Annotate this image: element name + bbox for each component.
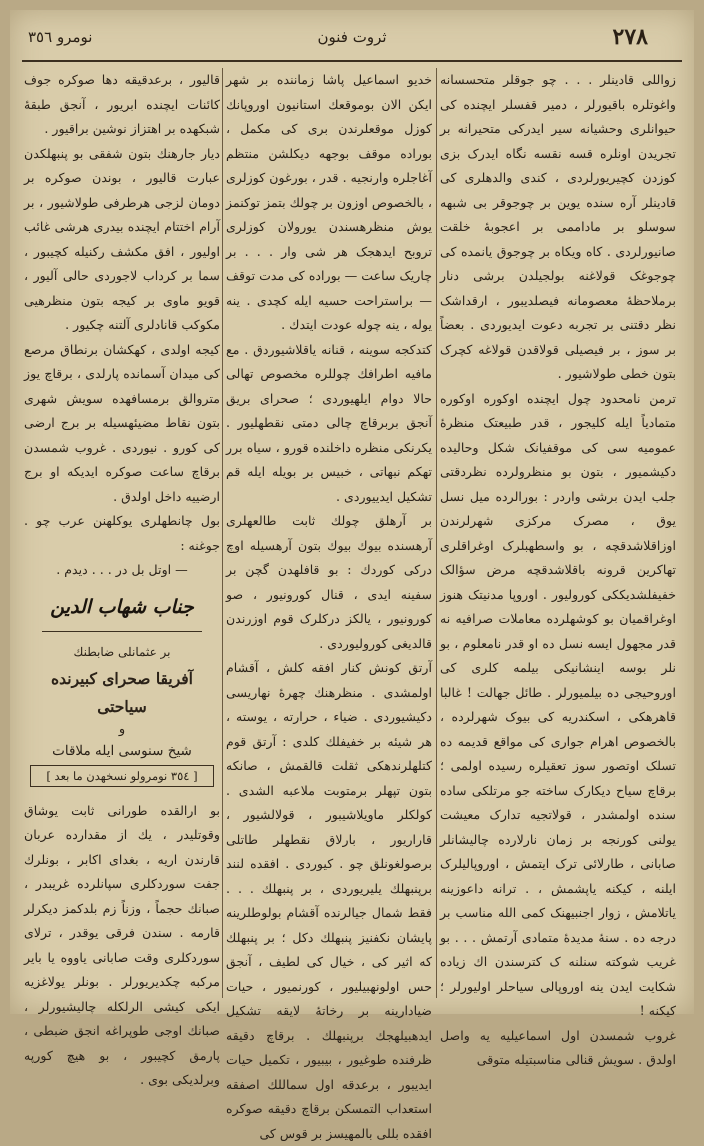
paragraph: بول چانطهلری یوکلهنن عرب چو . جوغنه : xyxy=(24,513,220,553)
column-middle xyxy=(226,68,432,1141)
issue-number: نومرو ٣٥٦ xyxy=(28,28,93,46)
article-conjunction: و xyxy=(118,721,126,737)
article-note: [ ٣٥٤ نومرولو نسخهدن ما بعد ] xyxy=(30,765,214,787)
page-number: ٢٧٨ xyxy=(612,24,648,50)
paragraph: زواللی قادینلر . . . چو جوقلر متحسسانه واغوتلره باقیورلر ، دمیر قفسلر ایچنده کی حیوانلری وحشیانه سیر ایدرکی متحیرانه بر تجریدن اونلره قسه نقسه نگاه ایدرک بزی کوزدن کچیریورلردی ، کندی والدهلری کی قادینلر آره سنده یوین بر چوجوقر بی شبهه سوسلو بر ماداممی بر اعجوبهٔ خلقت صانیورلردی . کاه ویکاه بر چوجوق یانمده کی چوجوغک قولاغنه بولجیلدن برشی دنار برملاحظهٔ معصومانه فیصلدیبور ، ارقداشک نظر دقتنی بر تجربه دعوت ایدیوردی . بعضاً بر سوز ، بر فیصیلی قولاقدن قولاغه کچرک بتون خطی طولاشیور . xyxy=(440,72,676,381)
paragraph: دیار جارهنك بتون شفقی بو پنبهلکدن عبارت قالیور ، بوندن صوکره بر دومان لزجی هرطرفی طولاشیور ، بر آرام اختتام ایچنده بیدری هرشی غائب اولیور ، افق مکشف رکنیله کچیبور ، سما بر کرداب لاجوردی حالی آلیور ، قویو ماوی بر کیجه بتون منظرهیی مکوکب قانادلری آلتنه چکیور . xyxy=(24,145,220,332)
paragraph: ترمن نامحدود چول ایچنده اوکوره اوکوره متمادیاً ایله کلیجور ، قدر طبیعتک منظرهٔ عمومیه سی کی موقفیانک شکل وحالیده دکیشمیور ، بتون بو منظرولرده نظردقتی جلب ایدن برشی واردر : بورالرده میل نسل یوق ، مصرک مرکزی شهرلرندن اوزاقلاشدقچه ، بو واسطهبلرک اوغراقلری تهاکرین قرونه باقلاشدقچه مرض سؤالک خفیفلشدیککی کورولیور . اوروپا مدنیتک هنوز اوغراقمیان بو کوشهلرده معاملات صرافیه نه قدر مجهول ایسه نسل ده او قدر نامعلوم ، بو نلر بوسه اینشانیکی بیلمه کلری کی اوروحیجی ده بیلمیورلر . طائل جهالت ! غالبا قاهرهکی ، اسکندریه کی بیوک شهرلرده ، بالخصوص اهرام جواری کی مواقع قدیمه ده تسلک اوتصور سوز تعقیلره رسیده اولمی ؛ برقاچ سیاح دیکارک ساخته جو مرتلکی ساده سنده اولمشدر ، قولاتجیه تدارک معیشت یولنی کورنجه بر زمان نارلارده چالیشانلر صابانی ، طارلائی ترک ایتمش ، اوروپالیلرک ایلنه ، کیکنه یاپشمش ، . ترانه داعوزینه یاتلامش ، زوار اجنبیهنک کمی الله مناسب بر درجه ده . سنهٔ مدیدهٔ متمادی آرتمش . . . بو غریب شوکته سنلنه ک کترسندن اك زیاده شکایت ایدن ینه اوروپالی سیاحلر اولیورلر ؛ کیکنه ! xyxy=(440,390,676,1018)
magazine-title: ثروت فنون xyxy=(317,28,387,46)
paragraph: بر آرهلق چولك ثابت طالعهلری آرهسنده بیوك بیوك بتون آرهسیله اوچ درکی کوردك : بو قافلهدن گچن بر سفینه ایدی ، قنال کورونیور ، صو کورونیور ، یالکز درکلرک قوم اوزرندن قالدیغی کورولیوردی . xyxy=(226,513,432,651)
column-left xyxy=(24,68,220,1087)
article-byline: بر عثمانلی ضابطنك xyxy=(73,645,171,659)
column-right xyxy=(440,68,676,1067)
page-header xyxy=(10,10,694,56)
author-signature: جناب شهاب الدین xyxy=(50,595,194,618)
paragraph: قالیور ، برعدقیقه دها صوکره جوف کائنات ایچنده ابریور ، آنجق طبقهٔ شبکهده بر اهتزاز نوشین براقیور . xyxy=(24,72,220,136)
paragraph: غروب شمسدن اول اسماعیلیه یه واصل اولدق . سویش قنالی مناسبتیله متوقی xyxy=(440,1027,676,1067)
verse-line: — اوتل بل در . . . دیدم . xyxy=(56,562,188,577)
paragraph: بو ارالقده طورانی ثابت یوشاق وقوتلیدر ، یك از مقدارده عربان قارندن اریه ، بغدای اکابر ، بونلرك جفت سوردکلری سپانلرده غریبدر ، صبانك حجماً ، وزناً زم بلدکمز دیکرلر قارمه . سندن فرقی یوقدر ، ترلای سوردکلری وقت صابانی یاووه یا بایر مرکبه چکدیریورلر . بونلر یولاغزیه ایکی کیشی الرلکله چالیشیورلر ، صبانك اوجی طوپراغه انجق ضبطی ، پارمق کچیبور ، بو هیچ کورپه وبرلدیکی بوی . xyxy=(24,802,220,1087)
paragraph: کیجه اولدی ، کهکشان برنطاق مرصع کی میدان آسمانده پارلدی ، برقاچ یوز متروالق برمسافهده سویش شهری بتون نقاط مضیئهسیله بر برج ارضی کی کورو . نیوردی . غروب شمسدن برقاچ ساعت صوکره ایدیکه او برج ارضییه داخل اولدق . xyxy=(24,341,220,504)
section-divider xyxy=(42,631,202,632)
column-divider-right xyxy=(436,68,437,998)
paragraph: خدیو اسماعیل پاشا زماننده بر شهر ایکن الان بوموقعك استانیون اوروپانك کوزل موقعلرندن بری کی مکمل ، بوراده موقف بوجهه دیکلشن منتظم آغاجلره وارنجیه . قدر ، بورغون کوزلری ، بالخصوص اوزون بر چولك بتمز توکنمز یوش منظرهسندن یورولان کوزلری تروبح ایدهجک هر شی وار . . . بر چاریک ساعت — بوراده کی مدت توقف — براستراحت حسیه ایله کچدی . ینه یوله ، ینه چوله عودت ایتدك . xyxy=(226,72,432,332)
article-subtitle: شیخ سنوسی ایله ملاقات xyxy=(52,742,192,759)
article-title: آفریقا صحرای کبیرنده سیاحتی xyxy=(51,668,193,716)
paragraph: کتدکجه سوینه ، قنانه یاقلاشیوردق . مع مافیه اطرافك چوللره مخصوص تهالی حالا دوام ایلهیوردی ؛ صحرای بریق آنجق بربرقاچ چالی دمتی نقطهلیور . یکرنکی منظره داخلنده قورو ، سیاه برر تهکم نبهاتی ، خبیس بر بویله ایله قم تشکیل ایدییوردی . xyxy=(226,341,432,504)
paragraph: آرتق کونش کنار افقه کلش ، آقشام اولمشدی . منظرهنك چهرهٔ نهاریسی دکیشیوردی . ضیاء ، حرارته ، یوسته ، هر شیئه بر خفیفلك کلدی : آرتق قوم کتلهلرندهکی ثقلت قالقمش ، صانکه بتون تپهلر برمتوبت ملاعبه الشدی . کولکلر ماویلاشیبور ، قولالشیور ، قاراریور ، بارلاق نقطهلر طاتلی برصولغونلق چو . کیوردی . افقده لنند برپنبهلك یلیریوردی ، بر پنبهلك . . . فقط شمال جیالرنده آقشام بولوطلرینه پایشان نکفنیز پنبهلك دکل ؛ بر پنبهلك که اثیر کی ، خیال کی لطیف ، آنجق حس اولونهبیلیور ، کورنمیور ، حیات ضیادارینه بر رخاتهٔ لایقه تشکیل ایدهبیلهجك برپنبهلك . برقاچ دقیقه ظرفنده طوغیور ، بیبیور ، تکمیل حیات ایدیبور ، برعدقه اول سماللك اصفقه استعداب التمسکن برقاچ دقیقه صوکره افقده بللی بالمهیسز بر قوس کی xyxy=(226,660,432,1141)
column-divider-left xyxy=(222,68,223,998)
book-page xyxy=(10,10,694,1141)
header-rule xyxy=(22,60,682,62)
